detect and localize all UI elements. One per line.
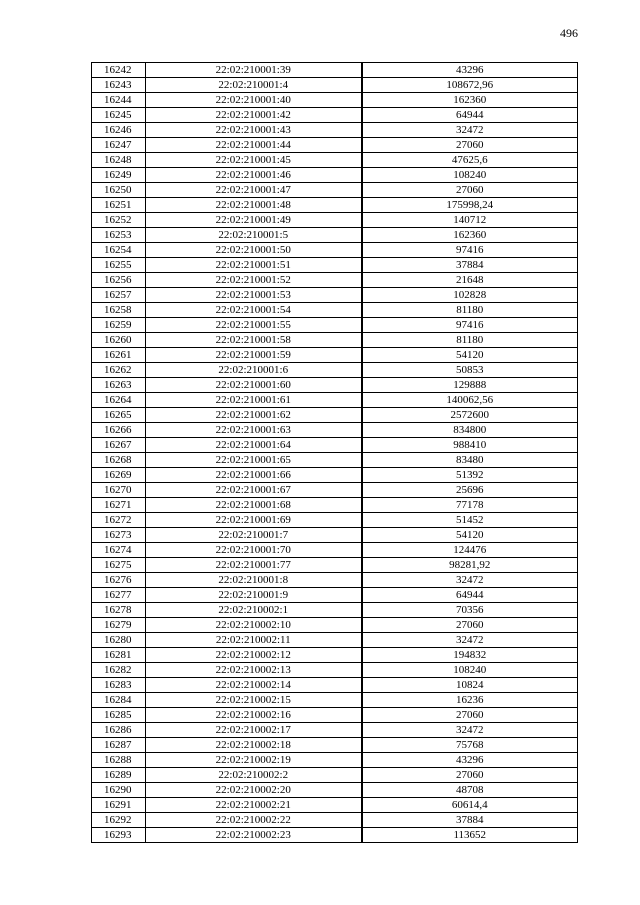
cadastral-number-cell: 22:02:210002:18 [146,738,362,753]
table-row [92,198,578,213]
value-cell: 70356 [362,603,578,618]
row-number-cell: 16244 [92,93,146,108]
cadastral-number-cell: 22:02:210001:49 [146,213,362,228]
cadastral-number-cell: 22:02:210001:40 [146,93,362,108]
table-row [92,333,578,348]
value-cell: 27060 [362,183,578,198]
page-number: 496 [560,26,578,40]
cadastral-number-cell: 22:02:210001:64 [146,438,362,453]
table-row [92,408,578,423]
value-cell: 27060 [362,708,578,723]
table-row [92,708,578,723]
value-cell: 988410 [362,438,578,453]
table-row [92,543,578,558]
cadastral-number-cell: 22:02:210001:65 [146,453,362,468]
cadastral-number-cell: 22:02:210001:48 [146,198,362,213]
cadastral-number-cell: 22:02:210001:53 [146,288,362,303]
value-cell: 27060 [362,138,578,153]
cadastral-number-cell: 22:02:210002:20 [146,783,362,798]
row-number-cell: 16252 [92,213,146,228]
cadastral-number-cell: 22:02:210001:8 [146,573,362,588]
cadastral-number-cell: 22:02:210001:66 [146,468,362,483]
row-number-cell: 16278 [92,603,146,618]
cadastral-number-cell: 22:02:210001:46 [146,168,362,183]
row-number-cell: 16282 [92,663,146,678]
value-cell: 97416 [362,318,578,333]
cadastral-number-cell: 22:02:210001:43 [146,123,362,138]
table-row [92,153,578,168]
table-row [92,753,578,768]
table-row [92,618,578,633]
row-number-cell: 16293 [92,828,146,843]
cadastral-number-cell: 22:02:210002:12 [146,648,362,663]
table-row [92,528,578,543]
value-cell: 194832 [362,648,578,663]
cadastral-number-cell: 22:02:210002:23 [146,828,362,843]
table-row [92,768,578,783]
row-number-cell: 16260 [92,333,146,348]
cadastral-number-cell: 22:02:210001:50 [146,243,362,258]
table-row [92,693,578,708]
row-number-cell: 16247 [92,138,146,153]
row-number-cell: 16275 [92,558,146,573]
table-row [92,393,578,408]
table-row [92,243,578,258]
value-cell: 102828 [362,288,578,303]
row-number-cell: 16254 [92,243,146,258]
cadastral-number-cell: 22:02:210001:67 [146,483,362,498]
row-number-cell: 16249 [92,168,146,183]
row-number-cell: 16291 [92,798,146,813]
row-number-cell: 16269 [92,468,146,483]
row-number-cell: 16243 [92,78,146,93]
cadastral-number-cell: 22:02:210002:13 [146,663,362,678]
value-cell: 175998,24 [362,198,578,213]
table-row [92,168,578,183]
row-number-cell: 16255 [92,258,146,273]
cadastral-number-cell: 22:02:210002:14 [146,678,362,693]
value-cell: 77178 [362,498,578,513]
row-number-cell: 16272 [92,513,146,528]
value-cell: 32472 [362,573,578,588]
row-number-cell: 16242 [92,63,146,78]
row-number-cell: 16273 [92,528,146,543]
row-number-cell: 16251 [92,198,146,213]
value-cell: 43296 [362,63,578,78]
value-cell: 51392 [362,468,578,483]
cadastral-number-cell: 22:02:210001:45 [146,153,362,168]
table-row [92,63,578,78]
cadastral-number-cell: 22:02:210001:59 [146,348,362,363]
table-row [92,588,578,603]
value-cell: 32472 [362,723,578,738]
value-cell: 25696 [362,483,578,498]
row-number-cell: 16267 [92,438,146,453]
cadastral-number-cell: 22:02:210001:9 [146,588,362,603]
value-cell: 60614,4 [362,798,578,813]
row-number-cell: 16283 [92,678,146,693]
table-row [92,483,578,498]
table-row [92,723,578,738]
row-number-cell: 16268 [92,453,146,468]
row-number-cell: 16290 [92,783,146,798]
cadastral-number-cell: 22:02:210002:19 [146,753,362,768]
cadastral-number-cell: 22:02:210002:11 [146,633,362,648]
table-row [92,573,578,588]
table-row [92,273,578,288]
value-cell: 108672,96 [362,78,578,93]
cadastral-number-cell: 22:02:210001:42 [146,108,362,123]
row-number-cell: 16258 [92,303,146,318]
row-number-cell: 16289 [92,768,146,783]
table-row [92,513,578,528]
table-row [92,378,578,393]
row-number-cell: 16270 [92,483,146,498]
row-number-cell: 16256 [92,273,146,288]
row-number-cell: 16279 [92,618,146,633]
row-number-cell: 16292 [92,813,146,828]
row-number-cell: 16253 [92,228,146,243]
value-cell: 54120 [362,348,578,363]
table-row [92,663,578,678]
cadastral-number-cell: 22:02:210001:63 [146,423,362,438]
cadastral-number-cell: 22:02:210002:22 [146,813,362,828]
cadastral-number-cell: 22:02:210001:51 [146,258,362,273]
table-row [92,798,578,813]
table-row [92,78,578,93]
table-row [92,828,578,843]
row-number-cell: 16259 [92,318,146,333]
table-row [92,498,578,513]
value-cell: 83480 [362,453,578,468]
table-row [92,363,578,378]
row-number-cell: 16274 [92,543,146,558]
value-cell: 64944 [362,108,578,123]
cadastral-number-cell: 22:02:210001:68 [146,498,362,513]
value-cell: 47625,6 [362,153,578,168]
value-cell: 64944 [362,588,578,603]
row-number-cell: 16280 [92,633,146,648]
table-row [92,108,578,123]
value-cell: 162360 [362,93,578,108]
table-row [92,813,578,828]
row-number-cell: 16276 [92,573,146,588]
cadastral-number-cell: 22:02:210001:54 [146,303,362,318]
table-row [92,648,578,663]
cadastral-number-cell: 22:02:210002:17 [146,723,362,738]
row-number-cell: 16257 [92,288,146,303]
table-row [92,258,578,273]
value-cell: 43296 [362,753,578,768]
table-row [92,213,578,228]
value-cell: 140712 [362,213,578,228]
row-number-cell: 16245 [92,108,146,123]
cadastral-number-cell: 22:02:210001:70 [146,543,362,558]
row-number-cell: 16281 [92,648,146,663]
cadastral-number-cell: 22:02:210001:44 [146,138,362,153]
table-row [92,438,578,453]
table-row [92,123,578,138]
cadastral-value-table [91,62,578,843]
cadastral-number-cell: 22:02:210002:10 [146,618,362,633]
cadastral-number-cell: 22:02:210001:4 [146,78,362,93]
table-row [92,318,578,333]
value-cell: 50853 [362,363,578,378]
cadastral-number-cell: 22:02:210001:58 [146,333,362,348]
row-number-cell: 16264 [92,393,146,408]
row-number-cell: 16277 [92,588,146,603]
row-number-cell: 16271 [92,498,146,513]
table-body [92,63,578,843]
cadastral-number-cell: 22:02:210001:52 [146,273,362,288]
table-row [92,603,578,618]
row-number-cell: 16286 [92,723,146,738]
table-row [92,453,578,468]
value-cell: 98281,92 [362,558,578,573]
table-row [92,93,578,108]
cadastral-number-cell: 22:02:210001:69 [146,513,362,528]
cadastral-number-cell: 22:02:210001:60 [146,378,362,393]
value-cell: 140062,56 [362,393,578,408]
row-number-cell: 16246 [92,123,146,138]
table-row [92,348,578,363]
table-row [92,138,578,153]
table-row [92,558,578,573]
cadastral-number-cell: 22:02:210002:16 [146,708,362,723]
table-row [92,228,578,243]
table-row [92,303,578,318]
value-cell: 37884 [362,258,578,273]
value-cell: 27060 [362,768,578,783]
row-number-cell: 16250 [92,183,146,198]
table-row [92,183,578,198]
table-row [92,783,578,798]
value-cell: 10824 [362,678,578,693]
cadastral-number-cell: 22:02:210001:77 [146,558,362,573]
value-cell: 27060 [362,618,578,633]
row-number-cell: 16262 [92,363,146,378]
value-cell: 48708 [362,783,578,798]
value-cell: 108240 [362,168,578,183]
value-cell: 37884 [362,813,578,828]
row-number-cell: 16248 [92,153,146,168]
cadastral-number-cell: 22:02:210001:61 [146,393,362,408]
row-number-cell: 16266 [92,423,146,438]
value-cell: 51452 [362,513,578,528]
value-cell: 2572600 [362,408,578,423]
cadastral-number-cell: 22:02:210001:39 [146,63,362,78]
row-number-cell: 16287 [92,738,146,753]
row-number-cell: 16285 [92,708,146,723]
cadastral-number-cell: 22:02:210002:2 [146,768,362,783]
cadastral-number-cell: 22:02:210002:21 [146,798,362,813]
table-row [92,423,578,438]
value-cell: 75768 [362,738,578,753]
cadastral-number-cell: 22:02:210002:15 [146,693,362,708]
cadastral-number-cell: 22:02:210001:5 [146,228,362,243]
value-cell: 129888 [362,378,578,393]
table-row [92,738,578,753]
value-cell: 113652 [362,828,578,843]
row-number-cell: 16263 [92,378,146,393]
value-cell: 97416 [362,243,578,258]
value-cell: 54120 [362,528,578,543]
cadastral-number-cell: 22:02:210001:6 [146,363,362,378]
value-cell: 108240 [362,663,578,678]
cadastral-number-cell: 22:02:210001:47 [146,183,362,198]
value-cell: 162360 [362,228,578,243]
value-cell: 21648 [362,273,578,288]
value-cell: 834800 [362,423,578,438]
row-number-cell: 16265 [92,408,146,423]
table-row [92,633,578,648]
value-cell: 16236 [362,693,578,708]
row-number-cell: 16288 [92,753,146,768]
cadastral-number-cell: 22:02:210001:55 [146,318,362,333]
cadastral-number-cell: 22:02:210002:1 [146,603,362,618]
table-row [92,678,578,693]
value-cell: 81180 [362,333,578,348]
row-number-cell: 16261 [92,348,146,363]
table-row [92,288,578,303]
value-cell: 32472 [362,123,578,138]
value-cell: 124476 [362,543,578,558]
value-cell: 32472 [362,633,578,648]
table-row [92,468,578,483]
value-cell: 81180 [362,303,578,318]
cadastral-number-cell: 22:02:210001:7 [146,528,362,543]
row-number-cell: 16284 [92,693,146,708]
cadastral-number-cell: 22:02:210001:62 [146,408,362,423]
